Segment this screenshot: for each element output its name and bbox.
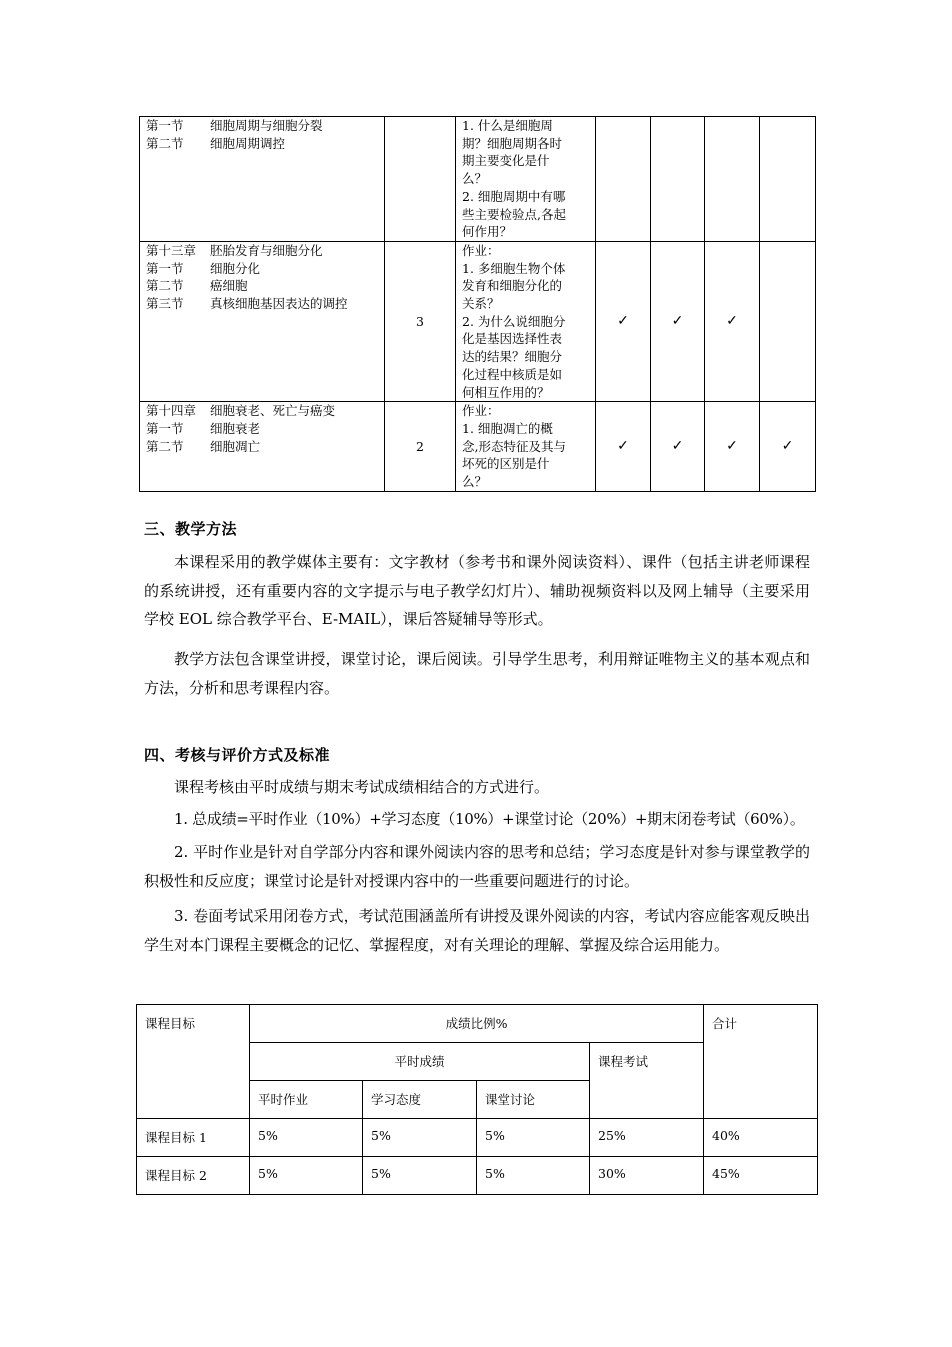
- chapter-cell: [140, 117, 385, 242]
- check-cell: ✓: [705, 241, 760, 401]
- check-cell: [651, 117, 705, 242]
- table-row: [140, 117, 816, 242]
- paragraph: 1. 总成绩=平时作业（10%）+学习态度（10%）+课堂讨论（20%）+期末闭卷考试（60%）。: [174, 810, 805, 828]
- hours-cell: 2: [385, 402, 456, 492]
- check-cell: [705, 117, 760, 242]
- header-grade-ratio: 成绩比例%: [250, 1005, 704, 1043]
- paragraph: 3. 卷面考试采用闭卷方式，考试范围涵盖所有讲授及课外阅读的内容，考试内容应能客观反映出学生对本门课程主要概念的记忆、掌握程度，对有关理论的理解、掌握及综合运用能力。: [144, 907, 810, 954]
- check-cell: [596, 117, 651, 242]
- cell-total: 45%: [704, 1157, 818, 1195]
- cell-exam: 25%: [590, 1119, 704, 1157]
- table-row: [137, 1005, 818, 1043]
- paragraph: 课程考核由平时成绩与期末考试成绩相结合的方式进行。: [174, 778, 550, 796]
- check-cell: ✓: [651, 402, 705, 492]
- check-cell: ✓: [705, 402, 760, 492]
- table-row: [140, 241, 816, 401]
- cell-exam: 30%: [590, 1157, 704, 1195]
- section-title-assessment: 四、考核与评价方式及标准: [144, 746, 331, 764]
- check-cell: ✓: [651, 241, 705, 401]
- chapter-line: 第二节 细胞周期调控: [146, 135, 286, 151]
- header-usual-grade: 平时成绩: [250, 1043, 590, 1081]
- cell-total: 40%: [704, 1119, 818, 1157]
- cell-discussion: 5%: [477, 1157, 590, 1195]
- check-cell: ✓: [760, 402, 816, 492]
- cell-homework: 5%: [250, 1119, 363, 1157]
- table-row: [137, 1119, 818, 1157]
- chapter-line: 第一节 细胞周期与细胞分裂: [146, 118, 323, 133]
- chapter-cell: 第十四章 细胞衰老、死亡与癌变 第一节 细胞衰老 第二节 细胞凋亡: [140, 402, 385, 492]
- cell-target: 课程目标 2: [137, 1157, 250, 1195]
- header-course-exam: 课程考试: [590, 1043, 704, 1119]
- table-row: [137, 1157, 818, 1195]
- chapter-cell: 第十三章 胚胎发育与细胞分化 第一节 细胞分化 第二节 癌细胞 第三节 真核细胞基因表达的调控: [140, 241, 385, 401]
- header-attitude: 学习态度: [363, 1081, 477, 1119]
- check-cell: ✓: [596, 402, 651, 492]
- check-cell: [760, 117, 816, 242]
- paragraph: 教学方法包含课堂讲授，课堂讨论，课后阅读。引导学生思考，利用辩证唯物主义的基本观点和方法，分析和思考课程内容。: [144, 650, 810, 697]
- course-content-table: [139, 116, 816, 492]
- table-row: [140, 402, 816, 492]
- hours-cell: 3: [385, 241, 456, 401]
- homework-cell: 作业： 1. 细胞凋亡的概 念,形态特征及其与 坏死的区别是什 么？: [456, 402, 596, 492]
- hours-cell: [385, 117, 456, 242]
- cell-homework: 5%: [250, 1157, 363, 1195]
- homework-cell: 1. 什么是细胞周 期？细胞周期各时 期主要变化是什 么？ 2. 细胞周期中有哪 些主要检验点,各起 何作用？: [456, 117, 596, 242]
- cell-attitude: 5%: [363, 1157, 477, 1195]
- header-homework: 平时作业: [250, 1081, 363, 1119]
- paragraph: 2. 平时作业是针对自学部分内容和课外阅读内容的思考和总结；学习态度是针对参与课堂教学的积极性和反应度；课堂讨论是针对授课内容中的一些重要问题进行的讨论。: [144, 843, 810, 890]
- grade-ratio-table: [136, 1004, 818, 1195]
- homework-cell: 作业： 1. 多细胞生物个体 发育和细胞分化的 关系？ 2. 为什么说细胞分 化是基因选择性表 达的结果？细胞分 化过程中核质是如 何相互作用的？: [456, 241, 596, 401]
- header-course-target: 课程目标: [137, 1005, 250, 1119]
- check-cell: ✓: [596, 241, 651, 401]
- check-cell: [760, 241, 816, 401]
- section-title-teaching-methods: 三、教学方法: [144, 520, 238, 538]
- header-discussion: 课堂讨论: [477, 1081, 590, 1119]
- cell-discussion: 5%: [477, 1119, 590, 1157]
- paragraph: 本课程采用的教学媒体主要有：文字教材（参考书和课外阅读资料）、课件（包括主讲老师课程的系统讲授，还有重要内容的文字提示与电子教学幻灯片）、辅助视频资料以及网上辅导（主要采用学校 EOL 综合教学平台、E-MAIL），课后答疑辅导等形式。: [144, 553, 810, 628]
- cell-target: 课程目标 1: [137, 1119, 250, 1157]
- header-total: 合计: [704, 1005, 818, 1119]
- cell-attitude: 5%: [363, 1119, 477, 1157]
